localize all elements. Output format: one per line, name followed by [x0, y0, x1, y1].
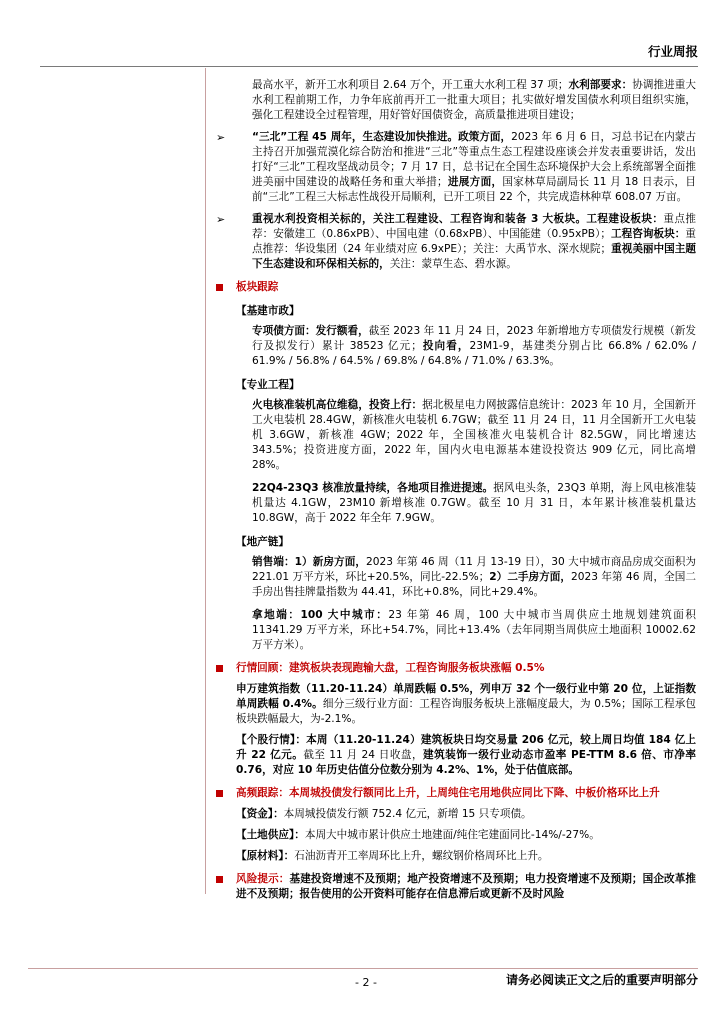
land-supply-line: 【土地供应】：本周大中城市累计供应土地建面/纯住宅建面同比-14%/-27%。 [236, 829, 600, 841]
report-body [216, 78, 696, 902]
section-risk: 风险提示：基建投资增速不及预期；地产投资增速不及预期；电力投资增速不及预期；国企改革推进不及预期；报告使用的公开资料可能存在信息滞后或更新不及时风险 [216, 872, 696, 902]
section-title: 高频跟踪：本周城投债发行额同比上升，上周纯住宅用地供应同比下降、中板价格环比上升 [236, 787, 660, 799]
sales-paragraph: 销售端：1）新房方面，2023 年第 46 周（11 月 13-19 日），30 大中城市商品房成交面积为 221.01 万平方米，环比+20.5%，同比-22.5%；2）二手房方面，2023 年第 46 周，全国二手房出售挂牌量指数为 44.41，环比+0.8%，同比+29.4%。 [252, 556, 696, 598]
infra-paragraph: 专项债方面：发行额看，截至 2023 年 11 月 24 日，2023 年新增地方专项债发行规模（新发行及拟发行）累计 38523 亿元；投向看，23M1-9，基建类分别占比 66.8% / 62.0% / 61.9% / 56.8% / 64.5% / 69.8% / 64.8% / 71.0% / 63.3%。 [252, 325, 697, 367]
wind-power-paragraph: 22Q4-23Q3 核准放量持续，各地项目推进提速。据风电头条，23Q3 单期，海上风电核准装机量达 4.1GW，23M10 新增核准 0.7GW。截至 10 月 31 日，本年累计核准装机量达 10.8GW，高于 2022 年全年 7.9GW。 [252, 482, 696, 524]
funds-line: 【资金】：本周城投债发行额 752.4 亿元，新增 15 只专项债。 [236, 808, 532, 820]
intro-paragraph: 最高水平，新开工水利项目 2.64 万个，开工重大水利工程 37 项；水利部要求：协调推进重大水利工程前期工作，力争年底前再开工一批重大项目；扎实做好增发国债水利项目组织实施，强化工程建设全过程管理，用好管好国债资金，高质量推进项目建设； [252, 79, 696, 121]
subsection-special-label: 【专业工程】 [236, 379, 300, 391]
arrow-bullet-icon: ➢ [216, 213, 226, 226]
header-divider [40, 66, 698, 67]
stock-paragraph: 【个股行情】：本周（11.20-11.24）建筑板块日均交易量 206 亿元，较上周日均值 184 亿上升 22 亿元。截至 11 月 24 日收盘，建筑装饰一级行业动态市盈率 PE-TTM 8.6 倍、市净率 0.76，对应 10 年历史估值分位数分别为 4.2%、1%，处于估值底部。 [236, 734, 696, 776]
bullet-water-investment: ➢ 重视水利投资相关标的，关注工程建设、工程咨询和装备 3 大板块。工程建设板块：重点推荐：安徽建工（0.86xPB）、中国电建（0.68xPB）、中国能建（0.95xPB）；工程咨询板块：重点推荐：华设集团（24 年业绩对应 6.9xPE）；关注：大禹节水、深水规院；重视美丽中国主题下生态建设和环保相关标的，关注：蒙草生态、碧水源。 [216, 213, 697, 270]
land-paragraph: 拿地端：100 大中城市：23 年第 46 周，100 大中城市当周供应土地规划建筑面积 11341.29 万平方米，环比+54.7%，同比+13.4%（去年同期当周供应土地面积 10002.62 万平方米）。 [252, 609, 696, 651]
red-square-bullet-icon [216, 284, 223, 291]
section-title: 行情回顾：建筑板块表现跑输大盘，工程咨询服务板块涨幅 0.5% [236, 662, 545, 674]
section-sector-tracking [216, 280, 696, 295]
report-type-title: 行业周报 [647, 44, 698, 59]
subsection-infra-label: 【基建市政】 [236, 305, 300, 317]
red-square-bullet-icon [216, 876, 223, 883]
page-number: - 2 - [355, 976, 377, 989]
arrow-bullet-icon: ➢ [216, 131, 226, 144]
thermal-power-paragraph: 火电核准装机高位维稳，投资上行：据北极星电力网披露信息统计：2023 年 10 月，全国新开工火电装机 28.4GW，新核准火电装机 6.7GW；截至 11 月 24 日，11 月全国新开工火电装机 3.6GW，新核准 4GW；2022 年，全国核准火电装机合计 82.5GW，同比增速达 343.5%；投资进度方面，2022 年，国内火电电源基本建设投资达 909 亿元，同比高增 28%。 [252, 399, 696, 471]
footer-disclaimer: 请务必阅读正文之后的重要声明部分 [505, 973, 698, 987]
section-high-frequency [216, 786, 696, 801]
red-square-bullet-icon [216, 665, 223, 672]
footer-divider [28, 968, 698, 969]
section-title: 板块跟踪 [236, 281, 279, 293]
raw-material-line: 【原材料】：石油沥青开工率周环比上升，螺纹钢价格周环比上升。 [236, 850, 549, 862]
subsection-property-label: 【地产链】 [236, 536, 289, 548]
index-paragraph: 申万建筑指数（11.20-11.24）单周跌幅 0.5%，列申万 32 个一级行业中第 20 位，上证指数单周跌幅 0.4%。细分三级行业方面：工程咨询服务板块上涨幅度最大，为 0.5%；国际工程承包板块跌幅最大，为-2.1%。 [236, 683, 697, 725]
bullet-sanbei: ➢ “三北”工程 45 周年，生态建设加快推进。政策方面，2023 年 6 月 6 日，习总书记在内蒙古主持召开加强荒漠化综合防治和推进“三北”等重点生态工程建设座谈会并发表重要讲话，发出打好“三北”工程攻坚战动员令；7 月 17 日，总书记在全国生态环境保护大会上系统部署全面推进美丽中国建设的战略任务和重大举措；进展方面，国家林草局副局长 11 月 18 日表示，目前“三北”工程三大标志性战役开局顺利，已开工项目 22 个，共完成造林种草 608.07 万亩。 [216, 131, 697, 203]
left-margin-rule [205, 68, 206, 894]
section-market-review [216, 661, 696, 676]
red-square-bullet-icon [216, 790, 223, 797]
